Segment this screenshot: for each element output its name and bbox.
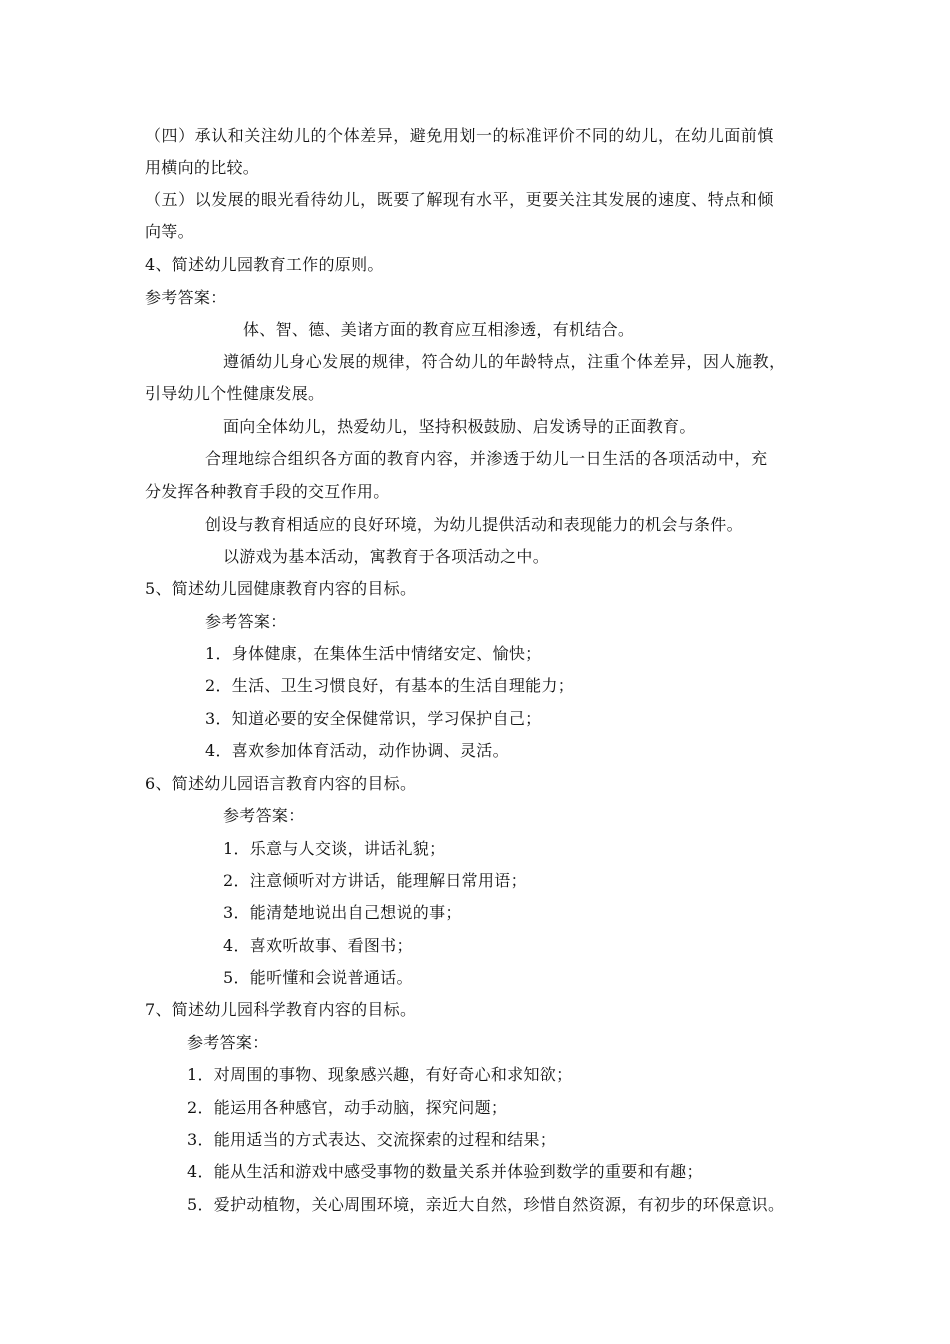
principle-4-line-1: 合理地综合组织各方面的教育内容，并渗透于幼儿一日生活的各项活动中，充 [205, 449, 768, 468]
list-item: 4．能从生活和游戏中感受事物的数量关系并体验到数学的重要和有趣； [187, 1162, 703, 1181]
list-item: 4．喜欢听故事、看图书； [223, 936, 413, 955]
list-item: 3．能清楚地说出自己想说的事； [223, 903, 462, 922]
question-4-heading: 4、简述幼儿园教育工作的原则。 [145, 255, 384, 274]
paragraph-4-line-1: （四）承认和关注幼儿的个体差异，避免用划一的标准评价不同的幼儿，在幼儿面前慎 [145, 126, 774, 145]
list-item: 5．能听懂和会说普通话。 [223, 968, 413, 987]
list-item: 2．注意倾听对方讲话，能理解日常用语； [223, 871, 527, 890]
question-6-heading: 6、简述幼儿园语言教育内容的目标。 [145, 774, 417, 793]
principle-2-line-2: 引导幼儿个性健康发展。 [145, 384, 325, 403]
list-item: 4．喜欢参加体育活动，动作协调、灵活。 [205, 741, 509, 760]
principle-5: 创设与教育相适应的良好环境，为幼儿提供活动和表现能力的机会与条件。 [205, 515, 743, 534]
list-item: 2．能运用各种感官，动手动脑，探究问题； [187, 1098, 508, 1117]
paragraph-4-line-2: 用横向的比较。 [145, 158, 260, 177]
paragraph-5-line-2: 向等。 [145, 222, 194, 241]
answer-label: 参考答案： [187, 1033, 269, 1052]
answer-label: 参考答案： [145, 288, 227, 307]
principle-2-line-1: 遵循幼儿身心发展的规律，符合幼儿的年龄特点，注重个体差异，因人施教， [223, 352, 786, 371]
principle-3: 面向全体幼儿，热爱幼儿，坚持积极鼓励、启发诱导的正面教育。 [223, 417, 696, 436]
principle-6: 以游戏为基本活动，寓教育于各项活动之中。 [223, 547, 550, 566]
list-item: 1．乐意与人交谈，讲话礼貌； [223, 839, 446, 858]
list-item: 1．对周围的事物、现象感兴趣，有好奇心和求知欲； [187, 1065, 573, 1084]
question-5-heading: 5、简述幼儿园健康教育内容的目标。 [145, 579, 417, 598]
list-item: 2．生活、卫生习惯良好，有基本的生活自理能力； [205, 676, 575, 695]
list-item: 1．身体健康，在集体生活中情绪安定、愉快； [205, 644, 542, 663]
principle-4-line-2: 分发挥各种教育手段的交互作用。 [145, 482, 390, 501]
list-item: 3．知道必要的安全保健常识，学习保护自己； [205, 709, 542, 728]
principle-1: 体、智、德、美诸方面的教育应互相渗透，有机结合。 [243, 320, 635, 339]
list-item: 3．能用适当的方式表达、交流探索的过程和结果； [187, 1130, 557, 1149]
paragraph-5-line-1: （五）以发展的眼光看待幼儿，既要了解现有水平，更要关注其发展的速度、特点和倾 [145, 190, 774, 209]
answer-label: 参考答案： [205, 612, 287, 631]
answer-label: 参考答案： [223, 806, 305, 825]
question-7-heading: 7、简述幼儿园科学教育内容的目标。 [145, 1000, 417, 1019]
list-item: 5．爱护动植物，关心周围环境，亲近大自然，珍惜自然资源，有初步的环保意识。 [187, 1195, 785, 1214]
